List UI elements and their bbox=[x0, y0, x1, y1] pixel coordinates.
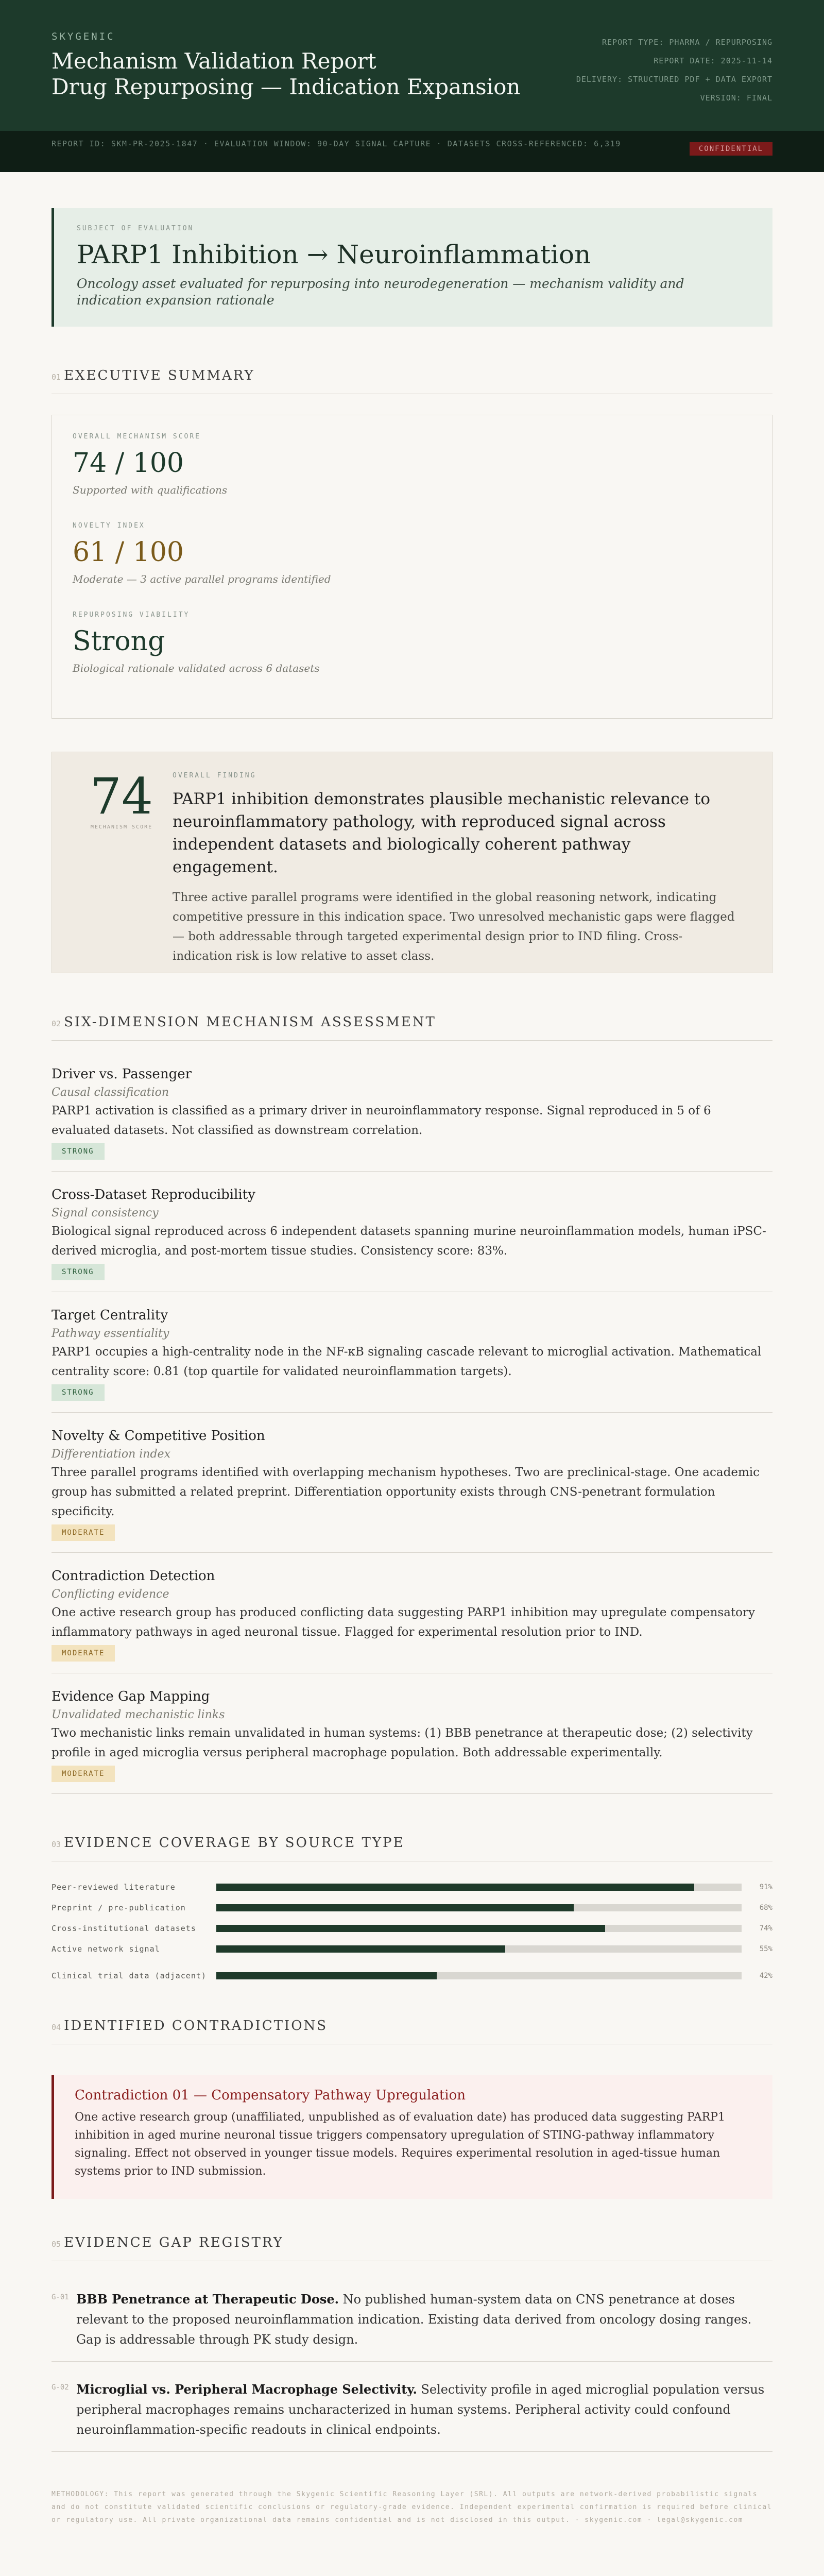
subject-description: Oncology asset evaluated for repurposing into neurodegeneration — mechanism validity and indication expansion rationale bbox=[77, 276, 684, 308]
coverage-row: Clinical trial data (adjacent) 42% bbox=[52, 1971, 772, 1980]
dimension-item: Evidence Gap Mapping Unvalidated mechanistic links Two mechanistic links remain unvalidated in human systems: (1) BBB penetrance at therapeutic dose; (2) selectivity profile in aged microglia versus peripheral macrophage population. Both addressable experimentally. MODERATE bbox=[52, 1673, 772, 1794]
coverage-fill bbox=[216, 1904, 574, 1911]
report-info: REPORT ID: SKM-PR-2025-1847 · EVALUATION WINDOW: 90-DAY SIGNAL CAPTURE · DATASETS CROSS-REFERENCED: 6,319 bbox=[52, 139, 621, 148]
subject-panel: SUBJECT OF EVALUATION PARP1 Inhibition → Neuroinflammation Oncology asset evaluated for repurposing into neurodegeneration — mechanism validity and indication expansion rationale bbox=[52, 208, 772, 327]
coverage-track bbox=[216, 1904, 742, 1911]
gap-item: G-02 Microglial vs. Peripheral Macrophage Selectivity. Selectivity profile in aged microglial population versus peripheral macrophages remains uncharacterized in human systems. Peripheral activity could confound neuroinflammation-specific readouts in clinical endpoints. bbox=[52, 2362, 772, 2452]
score-viability: REPURPOSING VIABILITY Strong Biological rationale validated across 6 datasets bbox=[73, 611, 320, 674]
confidential-badge: CONFIDENTIAL bbox=[690, 142, 772, 156]
coverage-row: Active network signal 55% bbox=[52, 1944, 772, 1954]
score-overall: OVERALL MECHANISM SCORE 74 / 100 Supported with qualifications bbox=[73, 433, 228, 496]
report-subbar bbox=[0, 131, 824, 172]
gap-list bbox=[52, 2261, 772, 2452]
finding-headline: PARP1 inhibition demonstrates plausible mechanistic relevance to neuroinflammatory pathology, with reproduced signal across independent datasets and biologically coherent pathway engagement. bbox=[173, 790, 710, 876]
coverage-row: Preprint / pre-publication 68% bbox=[52, 1903, 772, 1912]
coverage-bars bbox=[52, 1877, 772, 1992]
status-badge: STRONG bbox=[52, 1384, 105, 1401]
status-badge: STRONG bbox=[52, 1143, 105, 1160]
contradiction-card: Contradiction 01 — Compensatory Pathway Upregulation One active research group (unaffiliated, unpublished as of evaluation date) has produced data suggesting PARP1 inhibition in aged murine neuronal tissue triggers compensatory upregulation of STING-pathway inflammatory signaling. Effect not observed in younger tissue models. Requires experimental resolution in aged-tissue human systems prior to IND submission. bbox=[52, 2075, 772, 2199]
section-contradictions: 04 IDENTIFIED CONTRADICTIONS bbox=[52, 2018, 772, 2044]
dimension-item: Cross-Dataset Reproducibility Signal consistency Biological signal reproduced across 6 independent datasets spanning murine neuroinflammation models, human iPSC-derived microglia, and post-mortem tissue studies. Consistency score: 83%. STRONG bbox=[52, 1172, 772, 1292]
finding-body: Three active parallel programs were identified in the global reasoning network, indicating competitive pressure in this indication space. Two unresolved mechanistic gaps were flagged — both addressable through targeted experimental design prior to IND filing. Cross-indication risk is low relative to asset class. bbox=[173, 891, 735, 963]
dimension-item: Driver vs. Passenger Causal classification PARP1 activation is classified as a primary driver in neuroinflammatory response. Signal reproduced in 5 of 6 evaluated datasets. Not classified as downstream correlation. STRONG bbox=[52, 1041, 772, 1172]
dimension-item: Contradiction Detection Conflicting evidence One active research group has produced conflicting data suggesting PARP1 inhibition may upregulate compensatory inflammatory pathways in aged neuronal tissue. Flagged for experimental resolution prior to IND. MODERATE bbox=[52, 1553, 772, 1673]
methodology-disclaimer: METHODOLOGY: This report was generated through the Skygenic Scientific Reasoning Layer (SRL). All outputs are network-derived probabilistic signals and do not constitute validated scientific conclusions or regulatory-grade evidence. Independent experimental confirmation is required before clinical or regulatory use. All private organizational data remains confidential and is not disclosed in this output. · skygenic.com · legal@skygenic.com bbox=[52, 2490, 772, 2524]
dimension-item: Target Centrality Pathway essentiality PARP1 occupies a high-centrality node in the NF-κB signaling cascade relevant to microglial activation. Mathematical centrality score: 0.81 (top quartile for validated neuroinflammation targets). STRONG bbox=[52, 1292, 772, 1413]
score-novelty: NOVELTY INDEX 61 / 100 Moderate — 3 active parallel programs identified bbox=[73, 522, 331, 585]
status-badge: MODERATE bbox=[52, 1645, 115, 1662]
status-badge: MODERATE bbox=[52, 1766, 115, 1782]
coverage-fill bbox=[216, 1945, 505, 1953]
coverage-track bbox=[216, 1945, 742, 1953]
mechanism-score-badge: 74 MECHANISM SCORE bbox=[90, 768, 153, 830]
coverage-fill bbox=[216, 1972, 437, 1979]
dimension-item: Novelty & Competitive Position Differentiation index Three parallel programs identified with overlapping mechanism hypotheses. Two are preclinical-stage. One academic group has submitted a related preprint. Differentiation opportunity exists through CNS-penetrant formulation specificity. MODERATE bbox=[52, 1413, 772, 1553]
gap-item: G-01 BBB Penetrance at Therapeutic Dose. No published human-system data on CNS penetrance at doses relevant to the proposed neuroinflammation indication. Existing data derived from oncology dosing ranges. Gap is addressable through PK study design. bbox=[52, 2261, 772, 2362]
overall-finding: 74 MECHANISM SCORE OVERALL FINDING PARP1 inhibition demonstrates plausible mechanistic relevance to neuroinflammatory pathology, with reproduced signal across independent datasets and biologically coherent pathway engagement. Three active parallel programs were identified in the global reasoning network, indicating competitive pressure in this indication space. Two unresolved mechanistic gaps were flagged — both addressable through targeted experimental design prior to IND filing. Cross-indication risk is low relative to asset class. bbox=[52, 752, 772, 973]
coverage-row: Cross-institutional datasets 74% bbox=[52, 1924, 772, 1933]
section-gap-registry: 05 EVIDENCE GAP REGISTRY bbox=[52, 2235, 772, 2261]
subject-title: PARP1 Inhibition → Neuroinflammation bbox=[77, 240, 591, 269]
report-title: Mechanism Validation Report Drug Repurposing — Indication Expansion bbox=[52, 48, 521, 99]
coverage-fill bbox=[216, 1925, 605, 1932]
report-meta: REPORT TYPE: PHARMA / REPURPOSING REPORT DATE: 2025-11-14 DELIVERY: STRUCTURED PDF + DATA EXPORT VERSION: FINAL bbox=[576, 38, 772, 103]
coverage-row: Peer-reviewed literature 91% bbox=[52, 1883, 772, 1892]
score-panel bbox=[52, 415, 772, 719]
section-evidence-coverage: 03 EVIDENCE COVERAGE BY SOURCE TYPE bbox=[52, 1835, 772, 1861]
coverage-fill bbox=[216, 1884, 694, 1891]
brand-logo: SKYGENIC bbox=[52, 31, 115, 42]
status-badge: MODERATE bbox=[52, 1524, 115, 1541]
section-mechanism-assessment: 02 SIX-DIMENSION MECHANISM ASSESSMENT bbox=[52, 1014, 772, 1041]
coverage-track bbox=[216, 1884, 742, 1891]
dimension-list bbox=[52, 1041, 772, 1794]
section-executive-summary: 01 EXECUTIVE SUMMARY bbox=[52, 368, 772, 394]
report-header bbox=[0, 0, 824, 131]
coverage-track bbox=[216, 1925, 742, 1932]
status-badge: STRONG bbox=[52, 1264, 105, 1280]
coverage-track bbox=[216, 1972, 742, 1979]
